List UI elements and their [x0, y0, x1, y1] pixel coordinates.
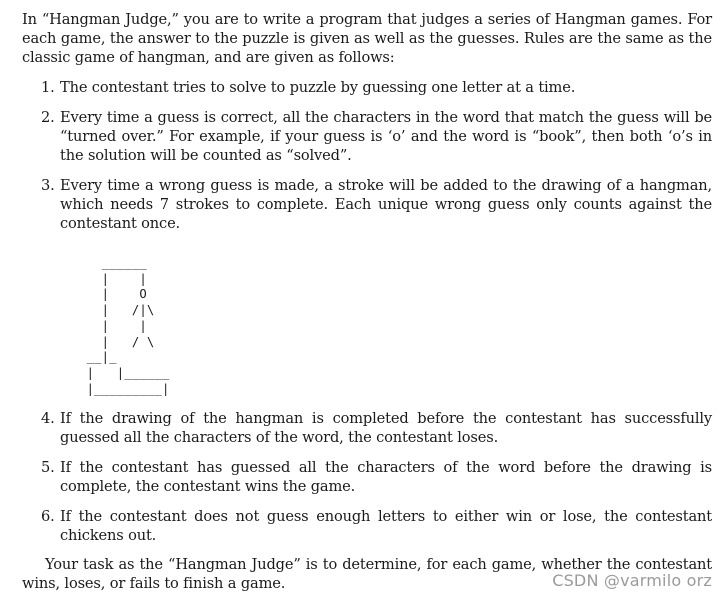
rule-text: Every time a wrong guess is made, a stroke will be added to the drawing of a hangman, which needs 7 strokes to complete. Each unique wrong guess only counts against the contestant once. [60, 177, 712, 232]
task-paragraph: Your task as the “Hangman Judge” is to determine, for each game, whether the contestant wins, loses, or fails to finish a game. [22, 556, 712, 593]
intro-paragraph: In “Hangman Judge,” you are to write a program that judges a series of Hangman games. For each game, the answer to the puzzle is given as well as the guesses. Rules are the same as the classic game of hangman, and are given as follows: [22, 11, 712, 66]
rule-text: If the drawing of the hangman is completed before the contestant has successfully guessed all the characters of the word, the contestant loses. [60, 410, 712, 447]
rules-list-part-2 [22, 409, 712, 545]
rule-item-5 [22, 458, 712, 496]
csdn-watermark: CSDN @varmilo orz [552, 571, 712, 590]
rule-text: If the contestant has guessed all the characters of the word before the drawing is complete, the contestant wins the game. [60, 459, 712, 496]
rule-number: 6. [41, 508, 55, 526]
problem-statement [22, 10, 712, 593]
rule-item-4 [22, 409, 712, 447]
rule-number: 2. [41, 109, 55, 126]
rule-text: Every time a guess is correct, all the characters in the word that match the guess will be “turned over.” For example, if your guess is ‘o’ and the word is “book”, then both ‘o’s in the solution will be counted as “solved”. [60, 109, 712, 164]
rule-number: 3. [41, 177, 55, 194]
rule-item-1 [22, 78, 712, 97]
rule-item-3 [22, 176, 712, 233]
rule-number: 5. [41, 459, 55, 477]
rules-list-part-1 [22, 78, 712, 233]
rule-number: 1. [41, 79, 55, 96]
rule-text: The contestant tries to solve to puzzle by guessing one letter at a time. [60, 79, 576, 96]
rule-text: If the contestant does not guess enough letters to either win or lose, the contestant chickens out. [60, 508, 712, 545]
rule-item-2 [22, 108, 712, 165]
rule-number: 4. [41, 410, 55, 428]
rule-item-6 [22, 507, 712, 545]
hangman-ascii-drawing: ______ | | | O | /|\ | | | / \ __|_ | |______ |_________| [86, 256, 170, 396]
